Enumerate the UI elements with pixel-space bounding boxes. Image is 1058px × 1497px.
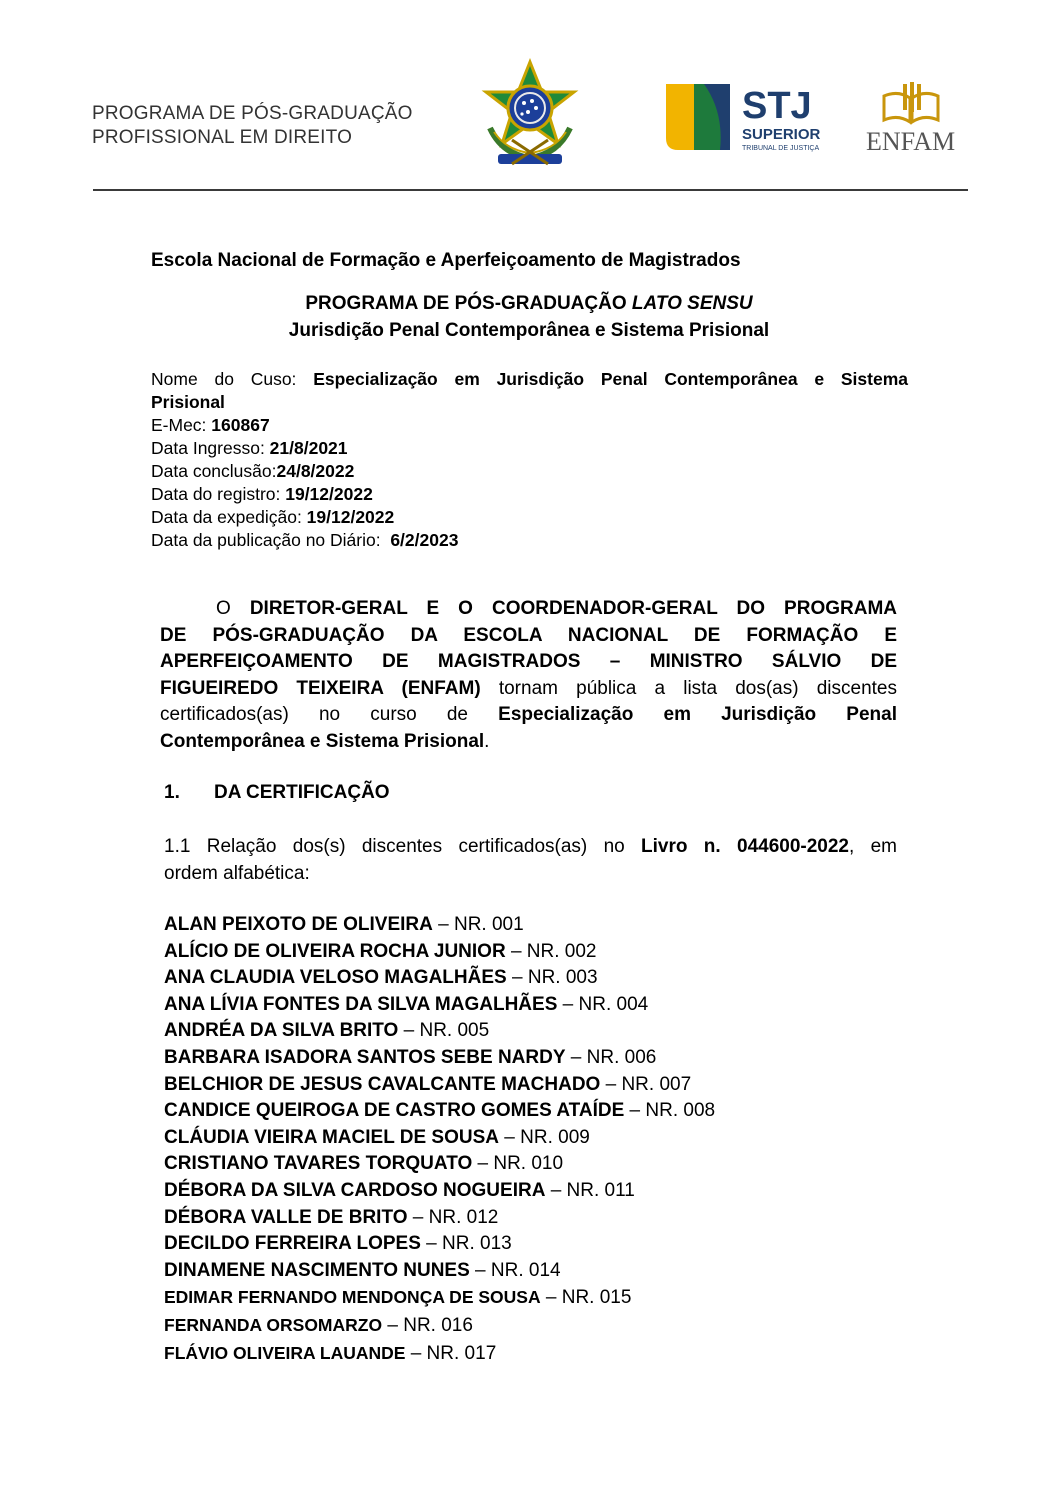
- program-title-block: [0, 290, 1058, 344]
- student-number: – NR. 013: [420, 1233, 512, 1255]
- student-name: ALÍCIO DE OLIVEIRA ROCHA JUNIOR: [164, 940, 506, 962]
- student-number: – NR. 007: [600, 1073, 692, 1095]
- section-number: 1.: [164, 782, 180, 803]
- conclusao-line: [151, 460, 908, 483]
- relation-line-2: ordem alfabética:: [164, 862, 310, 884]
- list-item: [164, 1284, 715, 1312]
- expedicao-value: 19/12/2022: [306, 507, 395, 527]
- relation-book-number: Livro n. 044600-2022: [641, 836, 849, 857]
- paragraph-line-2: [160, 623, 897, 650]
- emec-line: [151, 414, 908, 437]
- student-number: – NR. 010: [472, 1153, 564, 1175]
- student-number: – NR. 011: [545, 1179, 635, 1201]
- ingresso-line: [151, 437, 908, 460]
- stj-logo: [664, 82, 834, 152]
- relation-paragraph: [164, 834, 897, 887]
- conclusao-label: Data conclusão:: [151, 461, 277, 481]
- course-label: Nome do Cuso:: [151, 369, 314, 389]
- paragraph-l1-a: O: [216, 598, 250, 619]
- paragraph-l3: APERFEIÇOAMENTO DE MAGISTRADOS – MINISTRO SÁLVIO DE: [160, 651, 897, 672]
- enfam-logo-title: ENFAM: [866, 127, 956, 154]
- student-name: EDIMAR FERNANDO MENDONÇA DE SOUSA: [164, 1287, 541, 1308]
- student-number: – NR. 012: [407, 1206, 499, 1228]
- program-header-line-1: PROGRAMA DE PÓS-GRADUAÇÃO: [92, 103, 413, 124]
- list-item: [164, 1205, 715, 1232]
- header-divider: [93, 189, 968, 191]
- list-item: [164, 912, 715, 939]
- student-number: – NR. 016: [382, 1314, 473, 1336]
- publicacao-line: [151, 529, 908, 552]
- student-number: – NR. 002: [505, 940, 597, 962]
- student-name: DÉBORA VALLE DE BRITO: [164, 1206, 408, 1228]
- paragraph-l4-a: tornam pública a lista dos(as) discentes: [480, 677, 897, 699]
- list-item: [164, 992, 715, 1019]
- paragraph-l1-b: DIRETOR-GERAL E O COORDENADOR-GERAL DO PROGRAMA: [249, 598, 897, 619]
- relation-l1-a: 1.1 Relação dos(s) discentes certificados(as) no: [164, 836, 642, 857]
- list-item: [164, 1231, 715, 1258]
- student-name: ANA LÍVIA FONTES DA SILVA MAGALHÃES: [164, 993, 558, 1015]
- enfam-logo: [864, 80, 960, 154]
- list-item: [164, 1312, 715, 1340]
- emec-label: E-Mec:: [151, 415, 212, 435]
- course-metadata: [151, 368, 908, 552]
- student-name: CLÁUDIA VIEIRA MACIEL DE SOUSA: [164, 1126, 499, 1148]
- list-item: [164, 1340, 715, 1368]
- paragraph-l2: DE PÓS-GRADUAÇÃO DA ESCOLA NACIONAL DE FORMAÇÃO E: [160, 624, 897, 646]
- program-header: [92, 102, 413, 150]
- publicacao-value: 6/2/2023: [390, 530, 459, 550]
- paragraph-line-3: [160, 649, 897, 676]
- paragraph-l5-b: Especialização em Jurisdição Penal: [498, 704, 897, 725]
- program-subtitle: Jurisdição Penal Contemporânea e Sistema Prisional: [288, 320, 770, 341]
- brazil-coat-of-arms-icon: [472, 58, 588, 170]
- student-number: – NR. 015: [540, 1287, 632, 1309]
- publicacao-label: Data da publicação no Diário:: [151, 530, 391, 550]
- paragraph-line-5: [160, 702, 897, 729]
- paragraph-l4-b: FIGUEIREDO TEIXEIRA (ENFAM): [160, 677, 481, 699]
- section-title: DA CERTIFICAÇÃO: [214, 782, 390, 803]
- stj-logo-title: STJ: [742, 85, 812, 127]
- student-number: – NR. 008: [624, 1100, 716, 1122]
- enfam-logo-icon: [864, 80, 960, 154]
- student-number: – NR. 001: [432, 914, 524, 935]
- student-name: DÉBORA DA SILVA CARDOSO NOGUEIRA: [164, 1179, 546, 1201]
- student-name: DECILDO FERREIRA LOPES: [164, 1233, 421, 1255]
- registro-value: 19/12/2022: [285, 484, 373, 504]
- institution-title: Escola Nacional de Formação e Aperfeiçoamento de Magistrados: [151, 250, 741, 271]
- list-item: [164, 1125, 715, 1152]
- stj-logo-sub2: TRIBUNAL DE JUSTIÇA: [742, 145, 820, 152]
- student-name: FERNANDA ORSOMARZO: [164, 1314, 383, 1335]
- ingresso-value: 21/8/2021: [269, 438, 348, 458]
- student-number: – NR. 009: [499, 1126, 590, 1148]
- section-heading: [164, 782, 390, 804]
- paragraph-l5-a: certificados(as) no curso de: [160, 704, 499, 725]
- conclusao-value: 24/8/2022: [276, 461, 355, 481]
- student-name: DINAMENE NASCIMENTO NUNES: [164, 1259, 470, 1281]
- announcement-paragraph: [160, 596, 897, 755]
- course-value-2: Prisional: [151, 392, 225, 412]
- registro-line: [151, 483, 908, 506]
- program-title-prefix: PROGRAMA DE PÓS-GRADUAÇÃO: [305, 293, 632, 314]
- student-name: BARBARA ISADORA SANTOS SEBE NARDY: [164, 1046, 566, 1068]
- student-number: – NR. 003: [506, 967, 598, 989]
- student-number: – NR. 014: [469, 1259, 561, 1281]
- program-header-line-2: PROFISSIONAL EM DIREITO: [92, 127, 353, 148]
- list-item: [164, 1018, 715, 1045]
- list-item: [164, 1258, 715, 1285]
- paragraph-line-4: [160, 676, 897, 703]
- paragraph-l6-b: Contemporânea e Sistema Prisional: [160, 730, 485, 752]
- paragraph-line-1: [160, 596, 897, 623]
- course-name-line: [151, 368, 908, 391]
- list-item: [164, 1072, 715, 1099]
- student-number: – NR. 005: [398, 1020, 490, 1042]
- list-item: [164, 1151, 715, 1178]
- course-name-line-2: [151, 391, 908, 414]
- emec-value: 160867: [211, 415, 270, 435]
- paragraph-l6-a: .: [484, 730, 490, 752]
- student-number: – NR. 006: [565, 1046, 657, 1068]
- relation-line-1: [164, 834, 897, 861]
- relation-l1-c: , em: [849, 836, 897, 857]
- student-number: – NR. 004: [557, 993, 649, 1015]
- registro-label: Data do registro:: [151, 484, 286, 504]
- course-value-1: Especialização em Jurisdição Penal Contemporânea e Sistema: [313, 369, 908, 389]
- list-item: [164, 1045, 715, 1072]
- program-title-italic: LATO SENSU: [631, 293, 753, 314]
- list-item: [164, 1098, 715, 1125]
- ingresso-label: Data Ingresso:: [151, 438, 270, 458]
- stj-logo-icon: [664, 82, 834, 152]
- expedicao-label: Data da expedição:: [151, 507, 307, 527]
- program-title: [0, 290, 1058, 317]
- student-name: ANA CLAUDIA VELOSO MAGALHÃES: [164, 967, 507, 989]
- student-name: ANDRÉA DA SILVA BRITO: [164, 1020, 399, 1042]
- paragraph-line-6: [160, 729, 897, 756]
- student-list: [164, 912, 715, 1367]
- student-number: – NR. 017: [405, 1342, 497, 1364]
- stj-logo-sub1: SUPERIOR: [742, 126, 821, 143]
- list-item: [164, 1178, 715, 1205]
- student-name: FLÁVIO OLIVEIRA LAUANDE: [164, 1342, 406, 1363]
- list-item: [164, 965, 715, 992]
- student-name: CANDICE QUEIROGA DE CASTRO GOMES ATAÍDE: [164, 1100, 625, 1122]
- student-name: CRISTIANO TAVARES TORQUATO: [164, 1153, 473, 1175]
- expedicao-line: [151, 506, 908, 529]
- student-name: BELCHIOR DE JESUS CAVALCANTE MACHADO: [164, 1073, 601, 1095]
- list-item: [164, 939, 715, 966]
- student-name: ALAN PEIXOTO DE OLIVEIRA: [164, 914, 433, 935]
